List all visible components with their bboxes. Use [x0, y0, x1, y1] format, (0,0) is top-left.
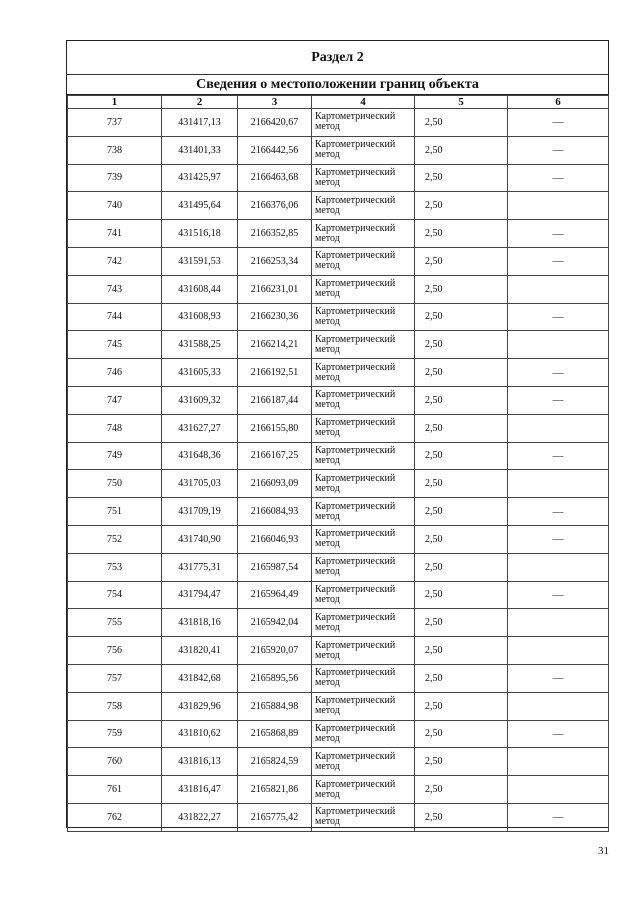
point-number-cell: 759 — [68, 720, 162, 748]
method-cell: Картометрический метод — [312, 442, 415, 470]
point-number-cell: 751 — [68, 498, 162, 526]
method-cell: Картометрический метод — [312, 386, 415, 414]
point-number-cell: 749 — [68, 442, 162, 470]
y-coordinate-cell: 2166442,56 — [238, 136, 312, 164]
method-cell: Картометрический метод — [312, 609, 415, 637]
table-row — [68, 470, 609, 498]
note-cell — [508, 609, 609, 637]
y-coordinate-cell: 2165824,59 — [238, 748, 312, 776]
note-cell — [508, 414, 609, 442]
method-cell: Картометрический метод — [312, 192, 415, 220]
accuracy-cell: 2,50 — [415, 748, 508, 776]
accuracy-cell: 2,50 — [415, 553, 508, 581]
x-coordinate-cell: 431425,97 — [162, 164, 238, 192]
y-coordinate-cell: 2166253,34 — [238, 247, 312, 275]
table-row — [68, 414, 609, 442]
y-coordinate-cell: 2165884,98 — [238, 692, 312, 720]
method-cell: Картометрический метод — [312, 664, 415, 692]
y-coordinate-cell: 2165964,49 — [238, 581, 312, 609]
accuracy-cell: 2,50 — [415, 664, 508, 692]
x-coordinate-cell: 431609,32 — [162, 386, 238, 414]
y-coordinate-cell: 2165987,54 — [238, 553, 312, 581]
point-number-cell: 743 — [68, 275, 162, 303]
x-coordinate-cell: 431608,44 — [162, 275, 238, 303]
note-cell: — — [508, 303, 609, 331]
column-header: 4 — [312, 96, 415, 109]
point-number-cell: 755 — [68, 609, 162, 637]
method-cell: Картометрический метод — [312, 303, 415, 331]
table-row — [68, 581, 609, 609]
x-coordinate-cell: 431820,41 — [162, 637, 238, 665]
accuracy-cell: 2,50 — [415, 776, 508, 804]
method-cell: Картометрический метод — [312, 498, 415, 526]
x-coordinate-cell: 431818,16 — [162, 609, 238, 637]
method-cell: Картометрический метод — [312, 776, 415, 804]
x-coordinate-cell: 431417,13 — [162, 109, 238, 137]
note-cell — [508, 192, 609, 220]
point-number-cell: 760 — [68, 748, 162, 776]
table-row — [68, 442, 609, 470]
y-coordinate-cell: 2166231,01 — [238, 275, 312, 303]
x-coordinate-cell: 431516,18 — [162, 220, 238, 248]
table-row — [68, 275, 609, 303]
accuracy-cell: 2,50 — [415, 414, 508, 442]
point-number-cell: 761 — [68, 776, 162, 804]
point-number-cell: 754 — [68, 581, 162, 609]
y-coordinate-cell: 2166214,21 — [238, 331, 312, 359]
method-cell: Картометрический метод — [312, 136, 415, 164]
x-coordinate-cell: 431608,93 — [162, 303, 238, 331]
accuracy-cell: 2,50 — [415, 803, 508, 831]
note-cell: — — [508, 359, 609, 387]
point-number-cell: 738 — [68, 136, 162, 164]
point-number-cell: 741 — [68, 220, 162, 248]
method-cell: Картометрический метод — [312, 359, 415, 387]
point-number-cell: 758 — [68, 692, 162, 720]
y-coordinate-cell: 2166084,93 — [238, 498, 312, 526]
table-row — [68, 164, 609, 192]
table-row — [68, 109, 609, 137]
x-coordinate-cell: 431709,19 — [162, 498, 238, 526]
point-number-cell: 747 — [68, 386, 162, 414]
note-cell: — — [508, 664, 609, 692]
y-coordinate-cell: 2166463,68 — [238, 164, 312, 192]
accuracy-cell: 2,50 — [415, 498, 508, 526]
column-header: 5 — [415, 96, 508, 109]
x-coordinate-cell: 431740,90 — [162, 525, 238, 553]
table-row — [68, 776, 609, 804]
y-coordinate-cell: 2166420,67 — [238, 109, 312, 137]
x-coordinate-cell: 431627,27 — [162, 414, 238, 442]
accuracy-cell: 2,50 — [415, 692, 508, 720]
point-number-cell: 745 — [68, 331, 162, 359]
table-row — [68, 553, 609, 581]
method-cell: Картометрический метод — [312, 275, 415, 303]
y-coordinate-cell: 2165775,42 — [238, 803, 312, 831]
x-coordinate-cell: 431810,62 — [162, 720, 238, 748]
table-row — [68, 720, 609, 748]
point-number-cell: 757 — [68, 664, 162, 692]
x-coordinate-cell: 431775,31 — [162, 553, 238, 581]
page-number: 31 — [598, 845, 609, 857]
accuracy-cell: 2,50 — [415, 136, 508, 164]
section-subtitle: Сведения о местоположении границ объекта — [67, 75, 608, 95]
accuracy-cell: 2,50 — [415, 359, 508, 387]
table-row — [68, 498, 609, 526]
x-coordinate-cell: 431816,13 — [162, 748, 238, 776]
boundary-table — [67, 95, 609, 832]
method-cell: Картометрический метод — [312, 109, 415, 137]
accuracy-cell: 2,50 — [415, 220, 508, 248]
x-coordinate-cell: 431816,47 — [162, 776, 238, 804]
x-coordinate-cell: 431705,03 — [162, 470, 238, 498]
x-coordinate-cell: 431822,27 — [162, 803, 238, 831]
note-cell: — — [508, 442, 609, 470]
table-row — [68, 609, 609, 637]
point-number-cell: 746 — [68, 359, 162, 387]
note-cell: — — [508, 803, 609, 831]
accuracy-cell: 2,50 — [415, 303, 508, 331]
accuracy-cell: 2,50 — [415, 581, 508, 609]
point-number-cell: 756 — [68, 637, 162, 665]
table-row — [68, 136, 609, 164]
y-coordinate-cell: 2166376,06 — [238, 192, 312, 220]
x-coordinate-cell: 431495,64 — [162, 192, 238, 220]
method-cell: Картометрический метод — [312, 220, 415, 248]
note-cell: — — [508, 720, 609, 748]
point-number-cell: 740 — [68, 192, 162, 220]
accuracy-cell: 2,50 — [415, 192, 508, 220]
note-cell — [508, 331, 609, 359]
table-row — [68, 748, 609, 776]
table-row — [68, 803, 609, 831]
table-row — [68, 637, 609, 665]
y-coordinate-cell: 2166155,80 — [238, 414, 312, 442]
method-cell: Картометрический метод — [312, 247, 415, 275]
x-coordinate-cell: 431605,33 — [162, 359, 238, 387]
accuracy-cell: 2,50 — [415, 275, 508, 303]
accuracy-cell: 2,50 — [415, 720, 508, 748]
accuracy-cell: 2,50 — [415, 637, 508, 665]
table-row — [68, 247, 609, 275]
method-cell: Картометрический метод — [312, 331, 415, 359]
x-coordinate-cell: 431648,36 — [162, 442, 238, 470]
point-number-cell: 762 — [68, 803, 162, 831]
table-row — [68, 664, 609, 692]
column-header: 6 — [508, 96, 609, 109]
note-cell — [508, 692, 609, 720]
accuracy-cell: 2,50 — [415, 525, 508, 553]
method-cell: Картометрический метод — [312, 692, 415, 720]
note-cell: — — [508, 109, 609, 137]
note-cell — [508, 275, 609, 303]
x-coordinate-cell: 431588,25 — [162, 331, 238, 359]
y-coordinate-cell: 2166187,44 — [238, 386, 312, 414]
x-coordinate-cell: 431829,96 — [162, 692, 238, 720]
x-coordinate-cell: 431842,68 — [162, 664, 238, 692]
note-cell — [508, 470, 609, 498]
accuracy-cell: 2,50 — [415, 442, 508, 470]
method-cell: Картометрический метод — [312, 164, 415, 192]
note-cell: — — [508, 498, 609, 526]
x-coordinate-cell: 431794,47 — [162, 581, 238, 609]
table-row — [68, 525, 609, 553]
point-number-cell: 737 — [68, 109, 162, 137]
table-row — [68, 220, 609, 248]
accuracy-cell: 2,50 — [415, 164, 508, 192]
method-cell: Картометрический метод — [312, 637, 415, 665]
accuracy-cell: 2,50 — [415, 386, 508, 414]
y-coordinate-cell: 2165868,89 — [238, 720, 312, 748]
table-header-row — [68, 96, 609, 109]
note-cell: — — [508, 164, 609, 192]
document-frame — [66, 40, 609, 828]
note-cell: — — [508, 525, 609, 553]
y-coordinate-cell: 2165920,07 — [238, 637, 312, 665]
note-cell: — — [508, 220, 609, 248]
note-cell: — — [508, 247, 609, 275]
point-number-cell: 739 — [68, 164, 162, 192]
point-number-cell: 742 — [68, 247, 162, 275]
table-row — [68, 331, 609, 359]
table-row — [68, 303, 609, 331]
note-cell — [508, 553, 609, 581]
method-cell: Картометрический метод — [312, 525, 415, 553]
table-row — [68, 386, 609, 414]
accuracy-cell: 2,50 — [415, 609, 508, 637]
accuracy-cell: 2,50 — [415, 247, 508, 275]
method-cell: Картометрический метод — [312, 720, 415, 748]
y-coordinate-cell: 2166046,93 — [238, 525, 312, 553]
note-cell: — — [508, 581, 609, 609]
method-cell: Картометрический метод — [312, 581, 415, 609]
note-cell: — — [508, 136, 609, 164]
table-row — [68, 192, 609, 220]
y-coordinate-cell: 2166352,85 — [238, 220, 312, 248]
y-coordinate-cell: 2166230,36 — [238, 303, 312, 331]
y-coordinate-cell: 2166192,51 — [238, 359, 312, 387]
point-number-cell: 753 — [68, 553, 162, 581]
table-row — [68, 692, 609, 720]
method-cell: Картометрический метод — [312, 803, 415, 831]
accuracy-cell: 2,50 — [415, 109, 508, 137]
column-header: 1 — [68, 96, 162, 109]
note-cell: — — [508, 386, 609, 414]
method-cell: Картометрический метод — [312, 414, 415, 442]
point-number-cell: 748 — [68, 414, 162, 442]
point-number-cell: 750 — [68, 470, 162, 498]
accuracy-cell: 2,50 — [415, 470, 508, 498]
method-cell: Картометрический метод — [312, 470, 415, 498]
y-coordinate-cell: 2165821,86 — [238, 776, 312, 804]
table-row — [68, 359, 609, 387]
note-cell — [508, 776, 609, 804]
y-coordinate-cell: 2165895,56 — [238, 664, 312, 692]
y-coordinate-cell: 2166167,25 — [238, 442, 312, 470]
y-coordinate-cell: 2166093,09 — [238, 470, 312, 498]
accuracy-cell: 2,50 — [415, 331, 508, 359]
section-title: Раздел 2 — [67, 41, 608, 75]
x-coordinate-cell: 431401,33 — [162, 136, 238, 164]
method-cell: Картометрический метод — [312, 748, 415, 776]
note-cell — [508, 637, 609, 665]
column-header: 3 — [238, 96, 312, 109]
point-number-cell: 752 — [68, 525, 162, 553]
point-number-cell: 744 — [68, 303, 162, 331]
note-cell — [508, 748, 609, 776]
y-coordinate-cell: 2165942,04 — [238, 609, 312, 637]
method-cell: Картометрический метод — [312, 553, 415, 581]
x-coordinate-cell: 431591,53 — [162, 247, 238, 275]
column-header: 2 — [162, 96, 238, 109]
